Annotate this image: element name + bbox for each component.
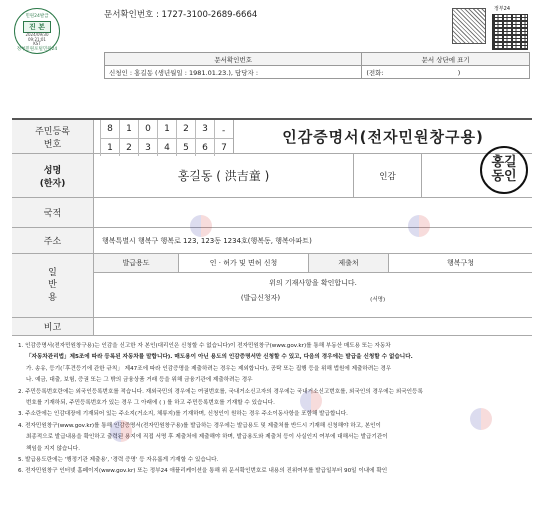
- rrn-grid: [100, 120, 233, 153]
- name-value: 홍길동 ( 洪吉童 ): [94, 154, 354, 197]
- gov-emblem-icon: [452, 8, 486, 44]
- nationality-value: [94, 198, 532, 227]
- rrn-digit: 7: [214, 138, 233, 156]
- submit-to-value: 행복구청: [446, 259, 475, 267]
- phone-close: ): [457, 68, 461, 77]
- note-line: 4. 전자민원창구(www.gov.kr)를 통해 인감증명서(전자민원창구용)를 발급하는 경우에는 발급용도 및 제출처를 반드시 기재해 신청해야 하고, 본인이: [18, 422, 381, 429]
- note-line: 나. 예금, 대출, 보험, 증권 또는 그 밖의 금융상품 거래 등을 위해 금융기관에 제출하려는 경우: [26, 377, 253, 384]
- rrn-digit: 1: [157, 120, 176, 138]
- usage-purpose-label: 발급용도: [94, 254, 179, 272]
- address-value: 행복특별시 행복구 행복로 123, 123동 1234호(행복동, 행복아파트): [102, 236, 312, 245]
- rrn-digit: 4: [157, 138, 176, 156]
- usage-label-char: 일: [48, 268, 57, 279]
- document-number: 문서확인번호 : 1727-3100-2689-6664: [104, 10, 258, 20]
- usage-label-char: 반: [48, 280, 57, 291]
- usage-row: [12, 254, 532, 318]
- address-row: [12, 228, 532, 254]
- stamp-top-text: 민원24발급: [25, 14, 49, 19]
- phone-cell: [362, 66, 530, 79]
- notes-section: [18, 341, 530, 478]
- usage-header: [94, 254, 532, 273]
- usage-label: [12, 254, 94, 317]
- note-line: 번호를 기재하되, 주민등록번호가 있는 경우 그 아래에 ( ) 를 하고 주민등록번호를 기재할 수 있습니다.: [26, 400, 275, 407]
- remark-value: [94, 318, 532, 335]
- watermark-emblem-icon: [408, 215, 430, 237]
- nationality-row: [12, 198, 532, 228]
- phone-label: (전화:: [366, 68, 384, 77]
- usage-content: [94, 254, 532, 317]
- watermark-emblem-icon: [110, 420, 132, 442]
- watermark-emblem-icon: [190, 215, 212, 237]
- applicant-label: (발급신청자): [240, 294, 281, 302]
- qr-label: 정부24: [494, 6, 511, 12]
- usage-confirm: 위의 기재사항을 확인합니다.: [269, 279, 357, 287]
- seal-stamp: [480, 146, 528, 194]
- watermark-emblem-icon: [470, 408, 492, 430]
- certificate-form: [12, 118, 532, 336]
- watermark-emblem-icon: [300, 390, 322, 412]
- note-line: 1. 인감증명서(전자민원창구용)는 인감을 신고한 자 본인(대리인은 신청할 수 없습니다)이 전자민원창구(www.gov.kr)를 통해 부동산 매도용 또는 자동차: [18, 343, 391, 349]
- qr-area: [452, 4, 530, 50]
- note-line: 5. 발급용도란에는 '행정기관 제출용', '경력 증명' 등 자유롭게 기재할 수 있습니다.: [18, 457, 219, 464]
- sign-label: (서명): [370, 297, 386, 303]
- address-label: 주소: [12, 228, 94, 253]
- usage-label-char: 용: [48, 292, 57, 303]
- remark-label: 비고: [12, 318, 94, 335]
- note-line: 3. 주소란에는 인감대장에 기재되어 있는 주소지(거소지, 체류지)를 기재하며, 신청인이 원하는 경우 주소이동사항을 포함해 발급합니다.: [18, 411, 348, 418]
- stamp-zone: KST: [33, 41, 41, 46]
- rrn-digit: 1: [100, 138, 119, 156]
- name-row: [12, 154, 532, 198]
- seal-label: 인감: [354, 154, 422, 197]
- qr-code-icon: [492, 14, 528, 50]
- name-label: 성명 (한자): [12, 154, 94, 197]
- applicant-line: 신청인 : 홍길동 (생년월일 : 1981.01.23.), 담당자 :: [105, 66, 362, 79]
- rrn-digit: 3: [195, 120, 214, 138]
- rrn-row: [12, 118, 532, 154]
- seal-line: 동인: [491, 169, 517, 184]
- rrn-digit: 8: [100, 120, 119, 138]
- page-title: 인감증명서(전자민원창구용): [233, 120, 532, 153]
- stamp-bottom-text: 정부민원포털민원24: [16, 47, 58, 52]
- doc-check-label: 문서확인번호: [105, 53, 362, 66]
- submit-to-label: 제출처: [309, 254, 389, 272]
- seal-box: [422, 154, 532, 197]
- rrn-digit: 3: [138, 138, 157, 156]
- nationality-label: 국적: [12, 198, 94, 227]
- rrn-digit: 0: [138, 120, 157, 138]
- note-line: 책임을 지지 않습니다.: [26, 445, 80, 452]
- seal-line: 홍길: [491, 155, 517, 171]
- rrn-label: 주민등록 번호: [12, 120, 94, 153]
- stamp-core-text: 진 본: [23, 21, 51, 33]
- rrn-digit: 2: [119, 138, 138, 156]
- note-line: 6. 전자민원창구 인터넷 홈페이지(www.gov.kr) 또는 정부24 애플리케이션을 통해 위 문서확인번호로 내용의 진위여부를 발급일부터 90일 이내에 확인: [18, 468, 388, 475]
- note-line: 2. 주민등록번호란에는 외국인등록번호를 적습니다. 재외국민의 경우에는 여권번호를, 국내거소신고자의 경우에는 국내거소신고번호를, 외국인의 경우에는 외국인등록: [18, 388, 423, 395]
- issue-info-table: [104, 52, 530, 79]
- rrn-digit: 6: [195, 138, 214, 156]
- doc-top-label: 문서 상단에 표기: [362, 53, 530, 66]
- note-line: 가. 송유, 등기(「후견등기에 관한 규칙」 제47조에 따라 인감증명을 제출하려는 경우는 제외합니다), 공탁 또는 집행 등을 위해 법원에 제출하려는 경우: [26, 365, 392, 372]
- usage-purpose-value: 인 · 허가 및 면허 신청: [179, 254, 309, 272]
- rrn-digit: 1: [119, 120, 138, 138]
- stamp-date: 2024/09/30: [25, 32, 49, 37]
- rrn-digit: 5: [176, 138, 195, 156]
- remark-row: [12, 318, 532, 336]
- rrn-digit: 2: [176, 120, 195, 138]
- rrn-dash: -: [222, 126, 226, 136]
- stamp-time: 09:21:01: [28, 37, 46, 42]
- note-line: 「자동차관리법」제5조에 따라 등록된 자동차를 말합니다). 매도용이 아닌 용도의 인감증명서만 신청할 수 있고, 다음의 경우에는 발급을 신청할 수 없습니다.: [26, 354, 413, 361]
- authenticity-stamp: [14, 8, 60, 54]
- applicant-sign-line: [94, 288, 532, 303]
- note-line: 최종적으로 발급내용을 확인하고 출력된 용지에 직접 서명 후 제출처에 제출해야 하며, 발급용도와 제출처 등이 사실인지 여부에 대해서는 발급기관이: [26, 434, 388, 441]
